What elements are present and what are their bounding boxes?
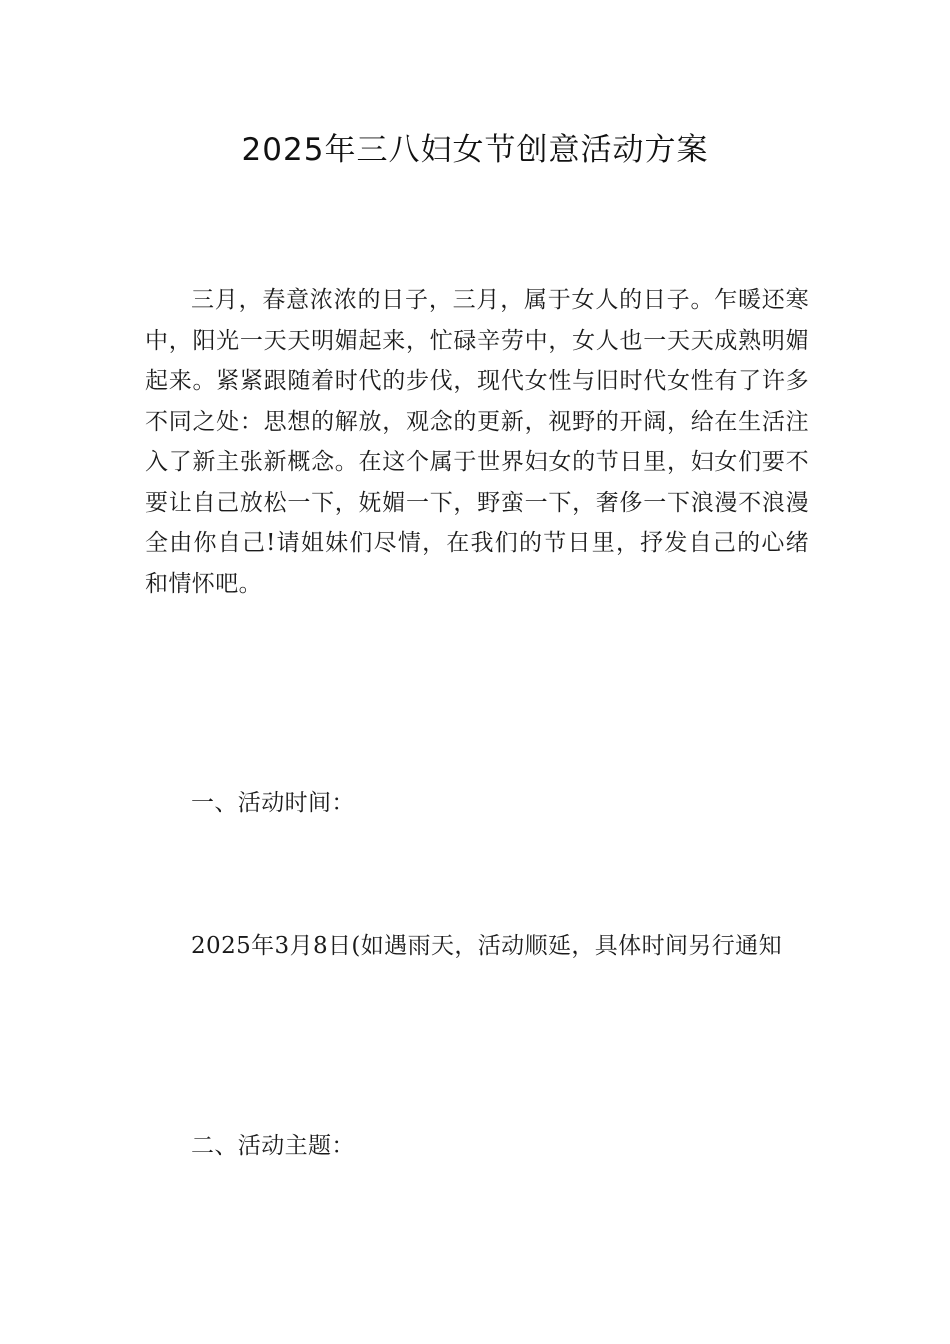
activity-time-paragraph: 2025年3月8日(如遇雨天，活动顺延，具体时间另行通知 — [191, 933, 782, 959]
document-title: 2025年三八妇女节创意活动方案 — [241, 132, 709, 168]
intro-paragraph: 三月，春意浓浓的日子，三月，属于女人的日子。乍暖还寒中，阳光一天天明媚起来，忙碌辛劳中，女人也一天天成熟明媚起来。紧紧跟随着时代的步伐，现代女性与旧时代女性有了许多不同之处：思想的解放，观念的更新，视野的开阔，给在生活注入了新主张新概念。在这个属于世界妇女的节日里，妇女们要不要让自己放松一下，妩媚一下，野蛮一下，奢侈一下浪漫不浪漫全由你自己!请姐妹们尽情，在我们的节日里，抒发自己的心绪和情怀吧。 — [145, 287, 809, 597]
section-heading-activity-time: 一、活动时间： — [191, 790, 355, 816]
section-heading-activity-theme: 二、活动主题： — [191, 1133, 355, 1159]
